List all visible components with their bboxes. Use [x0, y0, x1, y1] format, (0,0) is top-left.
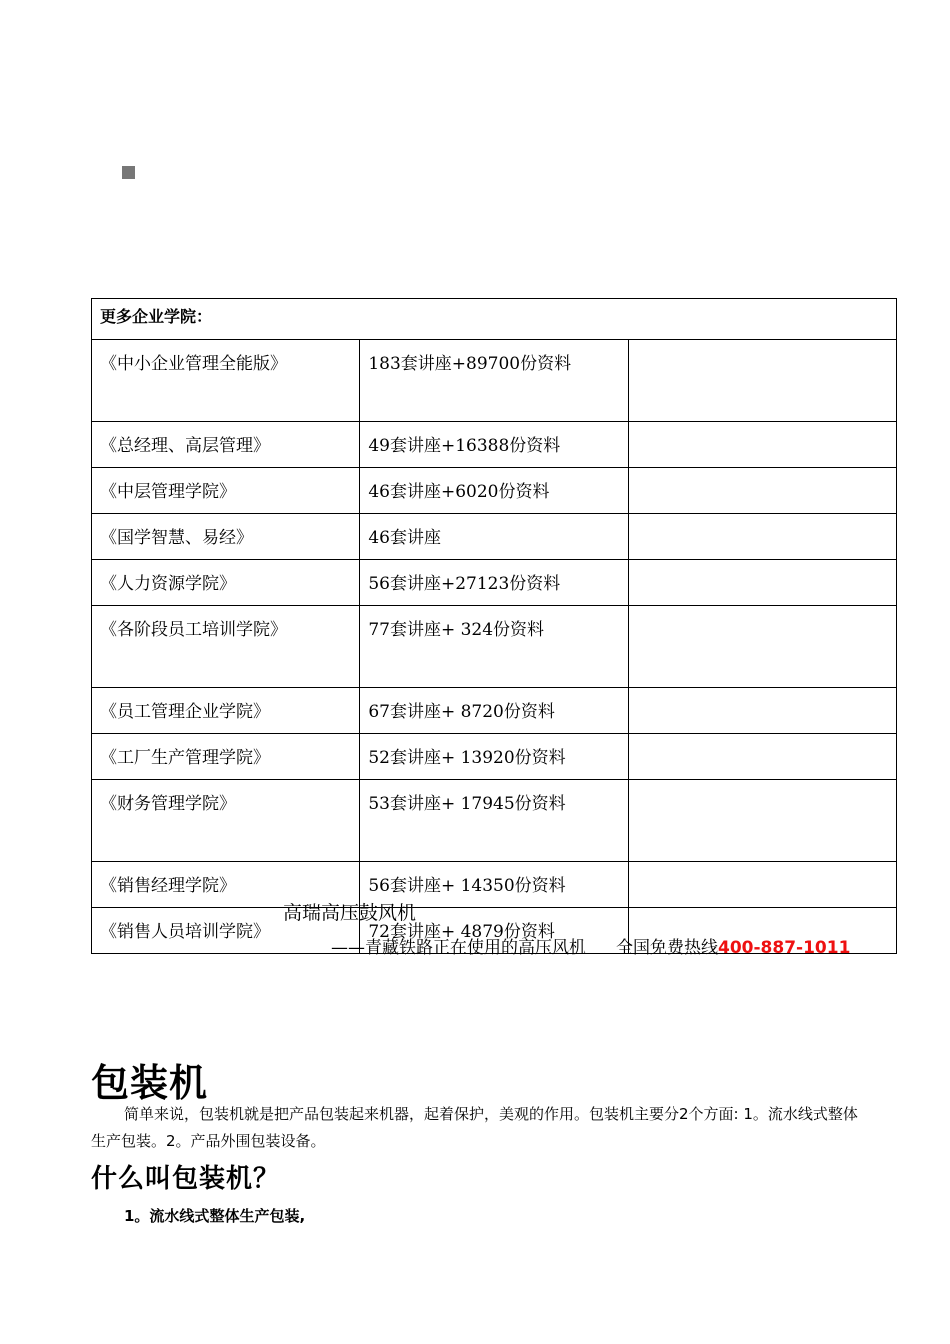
empty-cell [628, 468, 896, 514]
table-row [92, 340, 897, 422]
ad-slogan: ——青藏铁路正在使用的高压风机 [331, 938, 586, 958]
article-subtitle: 什么叫包装机？ [91, 1164, 281, 1194]
academy-info-cell: 46套讲座 [360, 514, 628, 560]
academy-name-cell: 《人力资源学院》 [92, 560, 360, 606]
academy-name-cell: 《销售人员培训学院》 [92, 908, 360, 954]
academy-info-cell: 67套讲座+ 8720份资料 [360, 688, 628, 734]
empty-cell [628, 560, 896, 606]
table-row [92, 688, 897, 734]
academy-name-cell: 《各阶段员工培训学院》 [92, 606, 360, 688]
table-row [92, 514, 897, 560]
academy-info-cell: 53套讲座+ 17945份资料 [360, 780, 628, 862]
academy-name-cell: 《员工管理企业学院》 [92, 688, 360, 734]
article-point-1: 1。流水线式整体生产包装, [124, 1207, 306, 1225]
academy-name-cell: 《国学智慧、易经》 [92, 514, 360, 560]
academy-info-cell: 49套讲座+16388份资料 [360, 422, 628, 468]
academy-name-cell: 《中层管理学院》 [92, 468, 360, 514]
table-row [92, 422, 897, 468]
academy-name-cell: 《总经理、高层管理》 [92, 422, 360, 468]
table-row [92, 862, 897, 908]
article-title: 包装机 [91, 1061, 209, 1105]
ad-slogan-line [331, 933, 850, 958]
empty-cell [628, 340, 896, 422]
square-bullet-icon [122, 166, 135, 179]
table-row [92, 468, 897, 514]
empty-cell [628, 862, 896, 908]
academy-info-cell: 52套讲座+ 13920份资料 [360, 734, 628, 780]
empty-cell [628, 422, 896, 468]
table-row [92, 606, 897, 688]
academy-info-cell: 183套讲座+89700份资料 [360, 340, 628, 422]
academy-info-cell: 56套讲座+27123份资料 [360, 560, 628, 606]
empty-cell [628, 780, 896, 862]
table-header-row [92, 299, 897, 340]
table-header-cell: 更多企业学院： [92, 299, 897, 340]
academy-name-cell: 《财务管理学院》 [92, 780, 360, 862]
academy-info-cell: 56套讲座+ 14350份资料 [360, 862, 628, 908]
academy-info-cell: 72套讲座+ 4879份资料 [360, 908, 628, 954]
hotline-label: 全国免费热线 [616, 938, 718, 958]
table-row [92, 780, 897, 862]
empty-cell [628, 514, 896, 560]
article-paragraph: 简单来说，包装机就是把产品包装起来机器，起着保护，美观的作用。包装机主要分2个方面: 1。流水线式整体生产包装。2。产品外围包装设备。 [91, 1105, 858, 1150]
academy-info-cell: 77套讲座+ 324份资料 [360, 606, 628, 688]
table-row [92, 560, 897, 606]
empty-cell [628, 606, 896, 688]
table-row [92, 734, 897, 780]
empty-cell [628, 688, 896, 734]
academy-name-cell: 《工厂生产管理学院》 [92, 734, 360, 780]
ad-product-name: 高瑞高压鼓风机 [283, 902, 417, 924]
academy-info-cell: 46套讲座+6020份资料 [360, 468, 628, 514]
hotline-number: 400-887-1011 [718, 938, 851, 958]
academy-table [91, 298, 897, 954]
academy-name-cell: 《销售经理学院》 [92, 862, 360, 908]
empty-cell [628, 734, 896, 780]
academy-name-cell: 《中小企业管理全能版》 [92, 340, 360, 422]
